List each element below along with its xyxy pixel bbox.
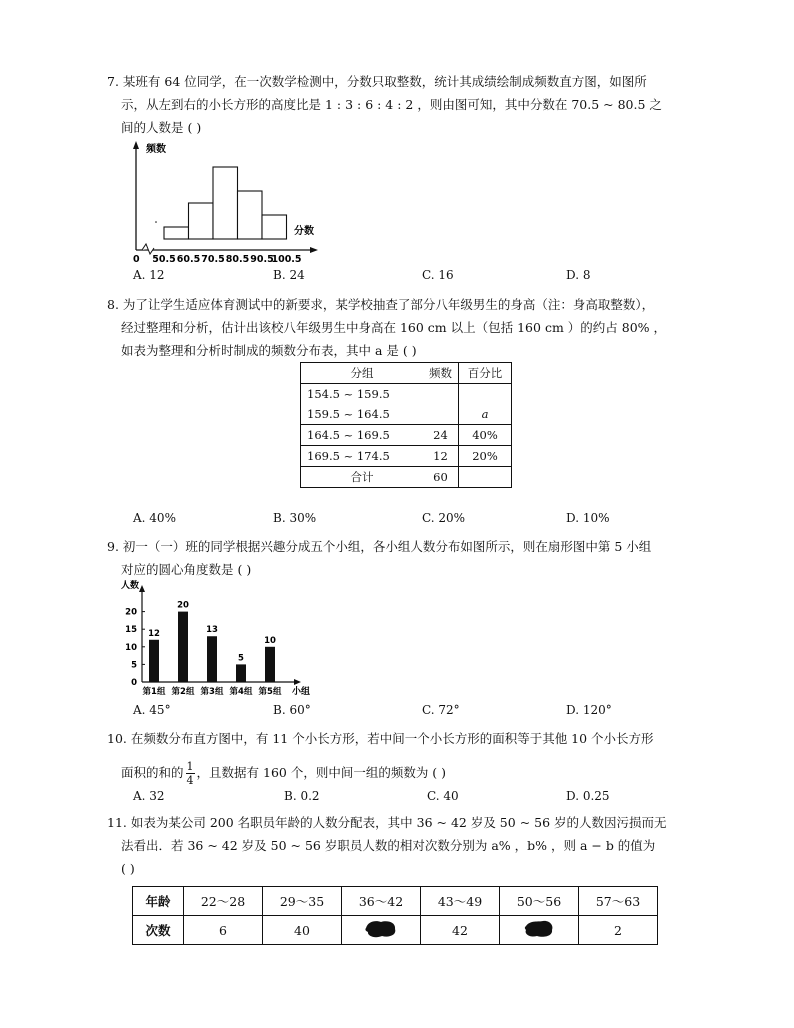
q8-header-freq: 频数 [429, 366, 452, 380]
q9-y-tick-label: 5 [131, 660, 137, 671]
q9-category-label: 第4组 [229, 687, 253, 697]
q9-bar-chart [120, 578, 330, 700]
table-row [133, 916, 658, 945]
q7-line-2: 示，从左到右的小长方形的高度比是 1 : 3 : 6 : 4 : 2 ，则由图可知，其中分数在 70.5 ~ 80.5 之 [121, 97, 662, 112]
q9-bar-value-label: 12 [148, 628, 160, 639]
q9-y-tick-label: 20 [125, 607, 137, 618]
q8-option-a[interactable]: A. 40% [133, 511, 176, 525]
q7-option-b[interactable]: B. 24 [273, 268, 305, 282]
q9-category-label: 第1组 [142, 687, 166, 697]
q11-count-cell: 6 [184, 916, 263, 945]
q7-hist-bar [189, 203, 214, 239]
q8-cell [459, 467, 512, 488]
q8-cell: a [459, 404, 512, 425]
q7-x-tick-label: 80.5 [225, 254, 250, 264]
q7-origin-label: 0 [133, 254, 140, 264]
q9-y-tick-label: 15 [125, 625, 137, 636]
q7-x-tick-label: 100.5 [271, 254, 302, 264]
q9-option-a[interactable]: A. 45° [133, 703, 171, 717]
q8-cell [459, 384, 512, 405]
q11-age-cell: 22～28 [184, 887, 263, 916]
q11-count-cell: 42 [421, 916, 500, 945]
q11-count-cell: 2 [579, 916, 658, 945]
q8-cell: 154.5 ~ 159.5 [307, 387, 390, 401]
table-row [301, 404, 512, 425]
q11-row-label-age: 年龄 [133, 887, 184, 916]
q9-bar-value-label: 10 [264, 635, 276, 646]
q9-line-1: 9. 初一（一）班的同学根据兴趣分成五个小组，各小组人数分布如图所示，则在扇形图中第 5 小组 [107, 539, 652, 554]
q7-hist-bar [213, 167, 238, 239]
q8-option-d[interactable]: D. 10% [566, 511, 610, 525]
q7-line-3: 间的人数是 ( ) [121, 120, 202, 135]
table-row [133, 887, 658, 916]
q9-bar [236, 664, 246, 682]
q10-option-b[interactable]: B. 0.2 [284, 789, 320, 803]
q7-y-label: 频数 [146, 144, 166, 155]
q8-cell [423, 404, 459, 425]
q7-option-a[interactable]: A. 12 [133, 268, 165, 282]
ink-smudge-icon [522, 919, 556, 939]
q8-cell: 164.5 ~ 169.5 [307, 428, 390, 442]
q9-category-label: 第5组 [258, 687, 282, 697]
q11-row-label-count: 次数 [133, 916, 184, 945]
q9-x-label: 小组 [292, 687, 311, 697]
q8-line-3: 如表为整理和分析时制成的频数分布表，其中 a 是 ( ) [121, 343, 417, 358]
q8-cell: 169.5 ~ 174.5 [307, 449, 390, 463]
q7-x-tick-label: 50.5 [152, 254, 176, 264]
q9-bar [178, 612, 188, 682]
table-row [301, 446, 512, 467]
q9-bar-value-label: 13 [206, 625, 218, 636]
q11-count-cell: 40 [263, 916, 342, 945]
q10-option-d[interactable]: D. 0.25 [566, 789, 610, 803]
q8-cell: 24 [433, 428, 448, 442]
q7-x-label: 分数 [294, 226, 314, 237]
q7-hist-bar [262, 215, 287, 239]
q11-age-cell: 29～35 [263, 887, 342, 916]
q7-x-tick-label: 70.5 [201, 254, 225, 264]
q7-hist-bar [164, 227, 189, 239]
q8-option-b[interactable]: B. 30% [273, 511, 317, 525]
q8-frequency-table [300, 362, 512, 488]
q9-line-2: 对应的圆心角度数是 ( ) [121, 562, 252, 577]
q8-cell: 20% [459, 446, 512, 467]
q11-age-table [132, 886, 658, 945]
q11-age-cell: 50～56 [500, 887, 579, 916]
q10-line-1: 10. 在频数分布直方图中，有 11 个小长方形，若中间一个小长方形的面积等于其他 10 个小长方形 [107, 731, 654, 746]
q10-line-2-pre: 面积的和的 [121, 765, 184, 780]
q11-smudge-cell [500, 916, 579, 945]
q8-line-1: 8. 为了让学生适应体育测试中的新要求，某学校抽查了部分八年级男生的身高（注：身高取整数）， [107, 297, 655, 312]
q7-x-tick-label: 90.5 [250, 254, 274, 264]
q7-line-1: 7. 某班有 64 位同学，在一次数学检测中，分数只取整数，统计其成绩绘制成频数直方图，如图所 [107, 74, 647, 89]
q9-bar-value-label: 20 [177, 600, 189, 611]
q9-option-c[interactable]: C. 72° [422, 703, 460, 717]
q9-bar [265, 647, 275, 682]
q8-line-2: 经过整理和分析，估计出该校八年级男生中身高在 160 cm 以上（包括 160 cm ）的约占 80% ， [121, 320, 666, 335]
q7-histogram [128, 138, 328, 264]
table-row [301, 467, 512, 488]
q11-age-cell: 57～63 [579, 887, 658, 916]
q10-option-c[interactable]: C. 40 [427, 789, 459, 803]
q11-line-1: 11. 如表为某公司 200 名职员年龄的人数分配表，其中 36 ~ 42 岁及 50 ~ 56 岁的人数因污损而无 [107, 815, 667, 830]
q8-header-pct: 百分比 [459, 363, 512, 384]
table-row [301, 425, 512, 446]
q11-smudge-cell [342, 916, 421, 945]
q9-y-tick-label: 10 [125, 642, 137, 653]
q11-line-2: 法看出．若 36 ~ 42 岁及 50 ~ 56 岁职员人数的相对次数分别为 a% ，b% ，则 a − b 的值为 [121, 838, 656, 853]
q9-bar [149, 640, 159, 682]
q8-cell: 159.5 ~ 164.5 [307, 407, 390, 421]
q8-header-group: 分组 [350, 366, 374, 380]
q10-line-2 [121, 760, 446, 787]
q7-option-c[interactable]: C. 16 [422, 268, 454, 282]
q9-bar-value-label: 5 [238, 653, 244, 664]
q11-line-3: ( ) [121, 861, 135, 876]
q11-age-cell: 36～42 [342, 887, 421, 916]
q8-cell: 60 [433, 470, 448, 484]
q10-fraction-den: 4 [186, 774, 194, 787]
q8-cell: 12 [433, 449, 448, 463]
q7-x-tick-label: 60.5 [176, 254, 201, 264]
q9-option-b[interactable]: B. 60° [273, 703, 311, 717]
q8-cell [423, 384, 459, 405]
q10-fraction-num: 1 [186, 760, 194, 773]
q10-option-a[interactable]: A. 32 [133, 789, 165, 803]
q10-fraction [186, 760, 195, 787]
q8-cell: 40% [459, 425, 512, 446]
q9-option-d[interactable]: D. 120° [566, 703, 612, 717]
q7-option-d[interactable]: D. 8 [566, 268, 591, 282]
q8-cell: 合计 [350, 470, 374, 484]
q9-y-tick-label: 0 [131, 678, 137, 688]
q7-hist-bar [238, 191, 263, 239]
table-row [301, 384, 512, 405]
q11-age-cell: 43～49 [421, 887, 500, 916]
ink-smudge-icon [363, 919, 399, 939]
q10-line-2-post: ，且数据有 160 个，则中间一组的频数为 ( ) [196, 765, 447, 780]
q9-category-label: 第2组 [171, 687, 195, 697]
q8-option-c[interactable]: C. 20% [422, 511, 466, 525]
q9-bar [207, 636, 217, 682]
q9-category-label: 第3组 [200, 687, 224, 697]
q9-y-label: 人数 [121, 581, 140, 591]
